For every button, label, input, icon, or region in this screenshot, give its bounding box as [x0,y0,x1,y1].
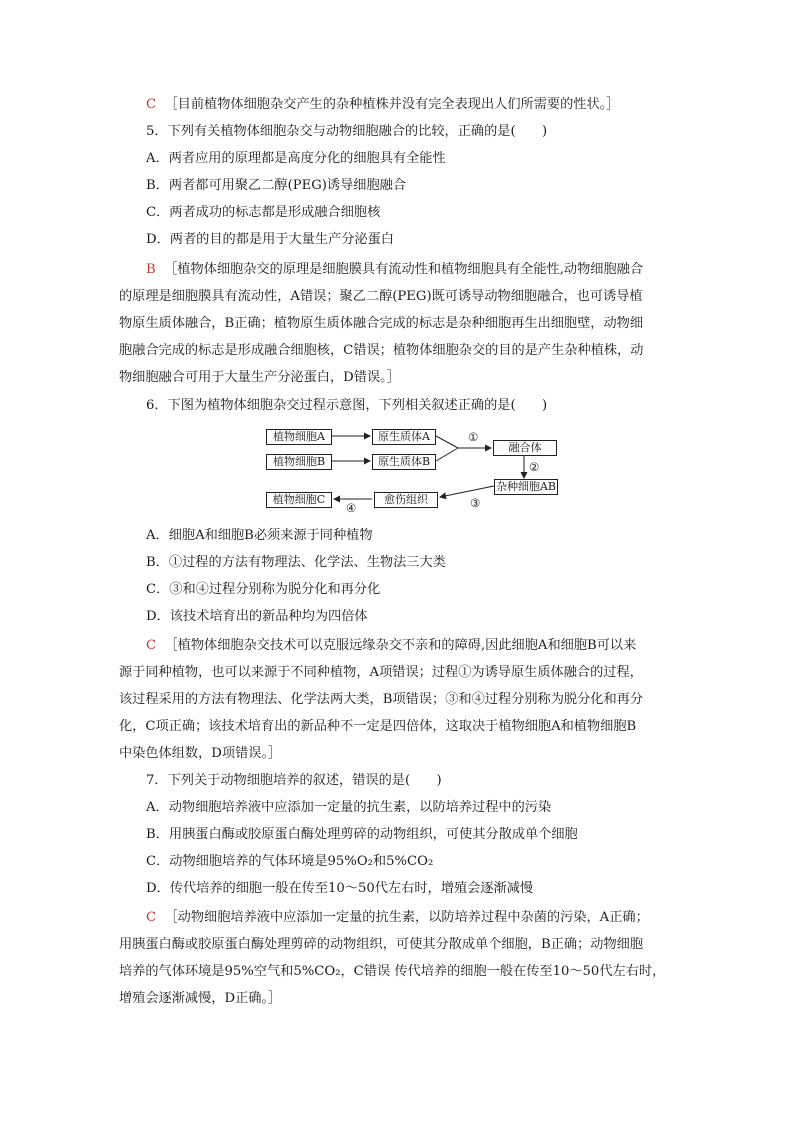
step-1-label: ① [468,430,479,444]
answer-line [146,260,643,280]
cell-a-box: 植物细胞A [266,429,332,445]
protoplast-a-box: 原生质体A [372,429,436,445]
answer-continuation: 该过程采用的方法有物理法、化学法两大类，B项错误；③和④过程分别称为脱分化和再分 [119,692,643,707]
question-6: 6．下图为植物体细胞杂交过程示意图，下列相关叙述正确的是( ) [146,398,548,413]
answer-line [146,908,649,928]
answer-letter: C [146,910,157,925]
answer-letter: C [146,638,157,653]
option-d: D．两者的目的都是用于大量生产分泌蛋白 [146,232,394,247]
answer-continuation: 的原理是细胞膜具有流动性，A错误；聚乙二醇(PEG)既可诱导动物细胞融合，也可诱导植 [119,289,643,304]
option-c: C．③和④过程分别称为脱分化和再分化 [146,582,381,597]
answer-continuation: 胞融合完成的标志是形成融合细胞核，C错误；植物体细胞杂交的目的是产生杂种植株，动 [119,343,644,358]
option-d: D．传代培养的细胞一般在传至10～50代左右时，增殖会逐渐减慢 [146,881,534,896]
option-b: B．①过程的方法有物理法、化学法、生物法三大类 [146,555,446,570]
answer-continuation: 培养的气体环境是95%空气和5%CO₂，C错误 传代培养的细胞一般在传至10～50代左右时， [119,964,666,979]
answer-line [146,636,636,656]
option-a: A．细胞A和细胞B必须来源于同种植物 [146,528,373,543]
hybrid-cell-box: 杂种细胞AB [495,480,557,493]
step-3-label: ③ [470,496,481,510]
answer-letter: B [146,262,156,277]
answer-continuation: 物细胞融合可用于大量生产分泌蛋白，D错误。］ [119,370,400,385]
option-b: B．两者都可用聚乙二醇(PEG)诱导细胞融合 [146,178,407,193]
protoplast-b-box: 原生质体B [372,454,436,470]
option-b: B．用胰蛋白酶或胶原蛋白酶处理剪碎的动物组织，可使其分散成单个细胞 [146,827,578,842]
answer-continuation: 物原生质体融合，B正确；植物原生质体融合完成的标志是杂种细胞再生出细胞壁，动物细 [119,316,643,331]
cell-c-box: 植物细胞C [266,492,332,508]
answer-continuation: 化，C项正确；该技术培育出的新品种不一定是四倍体，这取决于植物细胞A和植物细胞B [119,719,637,734]
answer-continuation: 源于同种植物，也可以来源于不同种植物，A项错误；过程①为诱导原生质体融合的过程， [119,665,643,680]
answer-continuation: 用胰蛋白酶或胶原蛋白酶处理剪碎的动物组织，可使其分散成单个细胞，B正确；动物细胞 [119,937,643,952]
cell-b-box: 植物细胞B [266,454,332,470]
option-c: C．两者成功的标志都是形成融合细胞核 [146,205,381,220]
answer-text: ［动物细胞培养液中应添加一定量的抗生素，以防培养过程中杂菌的污染，A正确； [164,910,649,925]
option-d: D．该技术培育出的新品种均为四倍体 [146,609,368,624]
answer-continuation: 中染色体组数，D项错误。］ [119,746,282,761]
option-c: C．动物细胞培养的气体环境是95%O₂和5%CO₂ [146,854,434,869]
answer-text: ［目前植物体细胞杂交产生的杂种植株并没有完全表现出人们所需要的性状。］ [164,97,620,112]
answer-text: ［植物体细胞杂交技术可以克服远缘杂交不亲和的障碍,因此细胞A和细胞B可以来 [164,638,637,653]
step-2-label: ② [529,460,540,474]
fused-box: 融合体 [493,440,557,456]
hybridization-diagram [264,424,564,516]
question-5: 5．下列有关植物体细胞杂交与动物细胞融合的比较，正确的是( ) [146,124,548,139]
step-4-label: ④ [346,501,357,515]
answer-text: ［植物体细胞杂交的原理是细胞膜具有流动性和植物细胞具有全能性,动物细胞融合 [164,262,644,277]
answer-line [146,95,619,115]
answer-letter: C [146,97,157,112]
answer-continuation: 增殖会逐渐减慢，D正确。］ [119,991,282,1006]
question-7: 7．下列关于动物细胞培养的叙述，错误的是( ) [146,773,442,788]
option-a: A．动物细胞培养液中应添加一定量的抗生素，以防培养过程中的污染 [146,800,552,815]
option-a: A．两者应用的原理都是高度分化的细胞具有全能性 [146,151,446,166]
callus-box: 愈伤组织 [374,492,438,508]
